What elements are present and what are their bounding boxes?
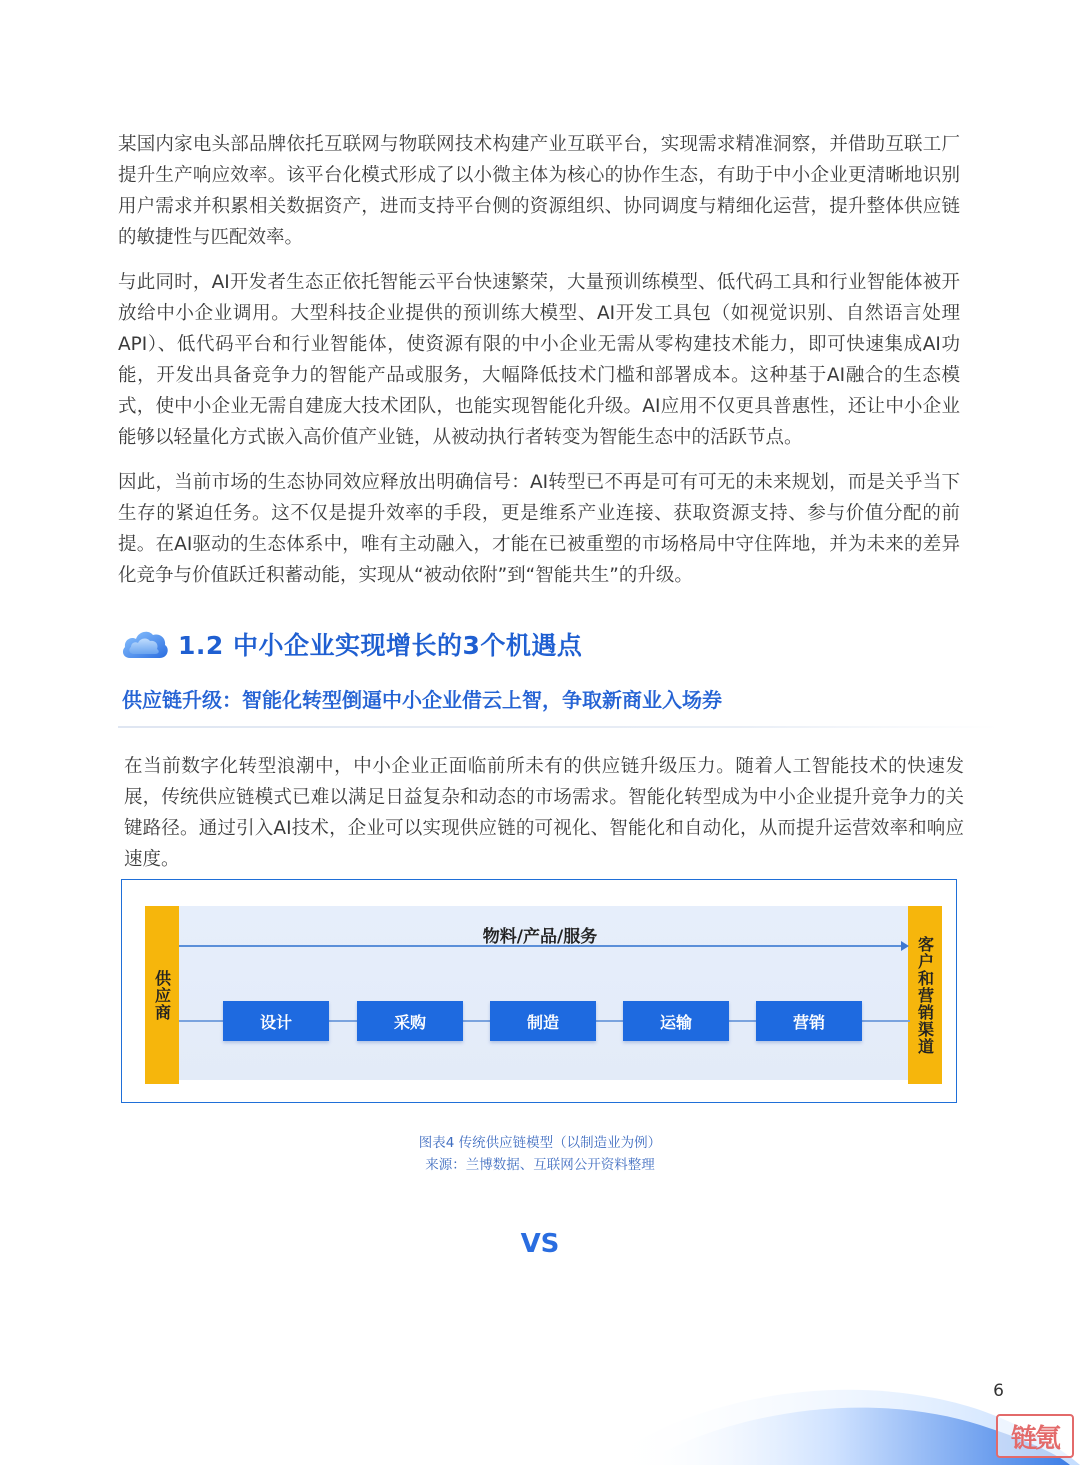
watermark-text: 链氪 <box>1010 1423 1059 1454</box>
vs-label: VS <box>520 1229 560 1259</box>
customer-channel-label: 客户和营销渠道 <box>915 935 935 1055</box>
stage-design: 设计 <box>223 1001 329 1041</box>
section-heading <box>120 620 582 668</box>
paragraph-2: 与此同时，AI开发者生态正依托智能云平台快速繁荣，大量预训练模型、低代码工具和行业智能体被开放给中小企业调用。大型科技企业提供的预训练大模型、AI开发工具包（如视觉识别、自然语言处理API）、低代码平台和行业智能体，使资源有限的中小企业无需从零构建技术能力，即可快速集成AI功能，开发出具备竞争力的智能产品或服务，大幅降低技术门槛和部署成本。这种基于AI融合的生态模式，使中小企业无需自建庞大技术团队，也能实现智能化升级。AI应用不仅更具普惠性，还让中小企业能够以轻量化方式嵌入高价值产业链，从被动执行者转变为智能生态中的活跃节点。 <box>118 272 960 448</box>
stage-transport: 运输 <box>623 1001 729 1041</box>
flow-label: 物料/产品/服务 <box>482 927 598 947</box>
page-number: 6 <box>993 1381 1004 1401</box>
paragraph-3: 因此，当前市场的生态协同效应释放出明确信号：AI转型已不再是可有可无的未来规划，而是关乎当下生存的紧迫任务。这不仅是提升效率的手段，更是维系产业连接、获取资源支持、参与价值分配的前提。在AI驱动的生态体系中，唯有主动融入，才能在已被重塑的市场格局中守住阵地，并为未来的差异化竞争与价值跃迁积蓄动能，实现从“被动依附”到“智能共生”的升级。 <box>118 472 960 586</box>
supply-chain-diagram <box>121 879 957 1103</box>
section-title: 1.2 中小企业实现增长的3个机遇点 <box>178 631 583 660</box>
watermark-logo <box>996 1414 1074 1458</box>
stage-manufacturing: 制造 <box>490 1001 596 1041</box>
cloud-icon <box>120 624 170 664</box>
figure-caption: 图表4 传统供应链模型（以制造业为例） <box>418 1135 662 1151</box>
flow-arrow-icon <box>179 940 909 952</box>
subheading: 供应链升级：智能化转型倒逼中小企业借云上智，争取新商业入场券 <box>122 688 722 712</box>
paragraph-4: 在当前数字化转型浪潮中，中小企业正面临前所未有的供应链升级压力。随着人工智能技术的快速发展，传统供应链模式已难以满足日益复杂和动态的市场需求。智能化转型成为中小企业提升竞争力的关键路径。通过引入AI技术，企业可以实现供应链的可视化、智能化和自动化，从而提升运营效率和响应速度。 <box>124 756 964 870</box>
supplier-label: 供应商 <box>152 969 172 1021</box>
stage-marketing: 营销 <box>756 1001 862 1041</box>
figure-source: 来源：兰博数据、互联网公开资料整理 <box>425 1157 655 1173</box>
stage-procurement: 采购 <box>357 1001 463 1041</box>
subheading-divider <box>118 726 998 728</box>
paragraph-1: 某国内家电头部品牌依托互联网与物联网技术构建产业互联平台，实现需求精准洞察，并借助互联工厂提升生产响应效率。该平台化模式形成了以小微主体为核心的协作生态，有助于中小企业更清晰地识别用户需求并积累相关数据资产，进而支持平台侧的资源组织、协同调度与精细化运营，提升整体供应链的敏捷性与匹配效率。 <box>118 134 960 248</box>
